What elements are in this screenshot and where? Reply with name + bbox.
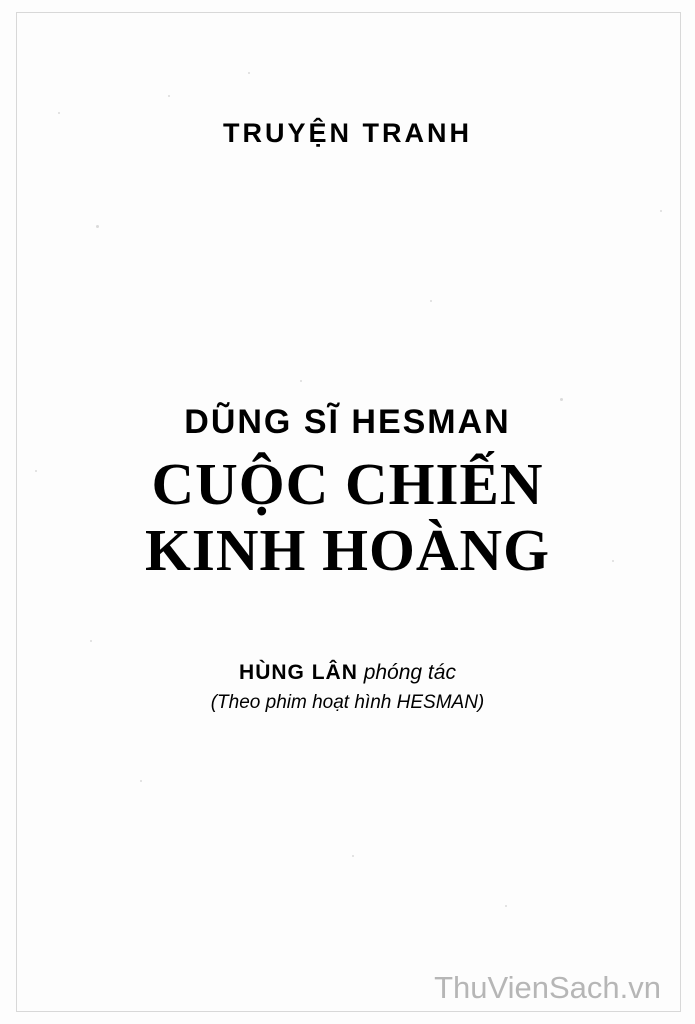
watermark: ThuVienSach.vn	[434, 970, 661, 1005]
book-title-line-2: KINH HOÀNG	[145, 516, 550, 583]
title-block	[0, 405, 695, 582]
scan-speck	[560, 398, 563, 401]
author-role: phóng tác	[363, 661, 456, 684]
credits-block	[0, 660, 695, 714]
author-line	[0, 660, 695, 686]
scan-speck	[300, 380, 302, 382]
series-label: TRUYỆN TRANH	[223, 118, 472, 148]
scan-speck	[352, 855, 354, 857]
scan-speck	[430, 300, 432, 302]
book-title-line-1: CUỘC CHIẾN	[151, 451, 544, 517]
scan-speck	[58, 112, 60, 114]
scan-speck	[248, 72, 250, 74]
source-note: (Theo phim hoạt hình HESMAN)	[210, 692, 485, 714]
scan-speck	[96, 225, 99, 228]
scan-speck	[140, 780, 142, 782]
scan-speck	[505, 905, 507, 907]
series-title: DŨNG SĨ HESMAN	[184, 403, 511, 441]
scan-speck	[660, 210, 662, 212]
scan-speck	[168, 95, 170, 97]
author-name: HÙNG LÂN	[239, 661, 358, 684]
scan-speck	[90, 640, 92, 642]
